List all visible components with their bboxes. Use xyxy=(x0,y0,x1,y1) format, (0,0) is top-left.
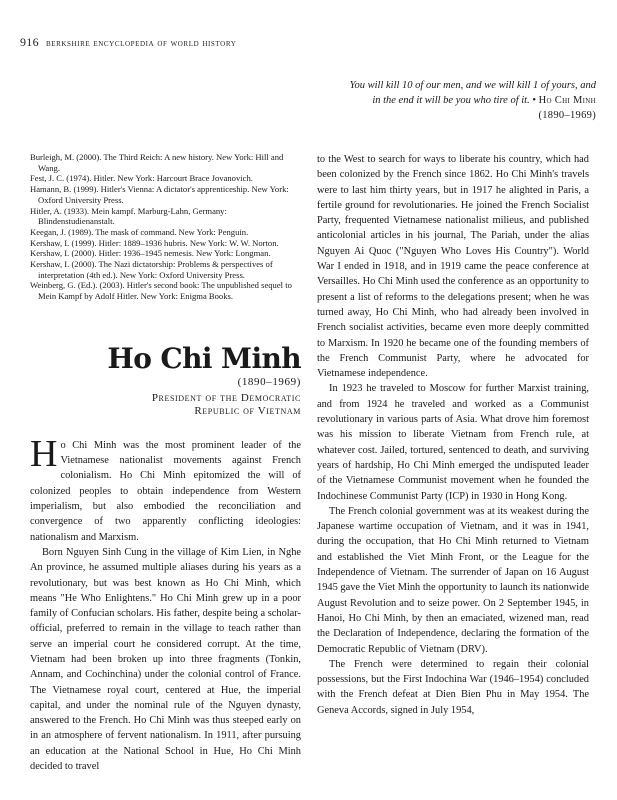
subtitle-line: Republic of Vietnam xyxy=(194,404,301,417)
article-dates: (1890–1969) xyxy=(237,375,301,388)
left-column xyxy=(30,152,301,774)
article-title: Ho Chi Minh xyxy=(107,341,301,375)
article-body-left xyxy=(30,432,301,775)
paragraph xyxy=(30,432,301,545)
subtitle-line: President of the Democratic xyxy=(151,391,301,404)
reference-item: Kershaw, I. (1999). Hitler: 1889–1936 hubris. New York: W. W. Norton. xyxy=(30,237,279,248)
reference-item: Hamann, B. (1999). Hitler's Vienna: A dictator's apprenticeship. New York: Oxford University Press. xyxy=(30,184,289,205)
paragraph: The French colonial government was at its weakest during the Japanese wartime occupation of Vietnam, and it was in 1941, during the occupation, that Ho Chi Minh returned to Vietnam and established the Viet Minh Front, or the League for the Independence of Vietnam. The surrender of Japan on 16 August 1945 gave the Viet Minh the opportunity to launch its nationwide August Revolution and to seize power. On 2 September 1945, in Hanoi, Ho Chi Minh, by then an emaciated, wizened man, read the Declaration of Independence, declaring the formation of the Democratic Republic of Vietnam (DRV). xyxy=(317,505,589,655)
reference-item: Kershaw, I. (2000). Hitler: 1936–1945 nemesis. New York: Longman. xyxy=(30,248,271,259)
reference-item: Weinberg, G. (Ed.). (2003). Hitler's second book: The unpublished sequel to Mein Kampf by Adolf Hitler. New York: Enigma Books. xyxy=(30,280,292,302)
epigraph-quote: You will kill 10 of our men, and we will kill 1 of yours, and in the end it will be you who tire of it. xyxy=(349,80,596,106)
reference-item: Keegan, J. (1989). The mask of command. New York: Penguin. xyxy=(30,226,249,237)
running-title: berkshire encyclopedia of world history xyxy=(45,38,237,49)
paragraph: The French were determined to regain their colonial possessions, but the First Indochina War (1946–1954) concluded with the French defeat at Dien Bien Phu in May 1954. The Geneva Accords, signed in July 1954, xyxy=(317,658,589,716)
paragraph: In 1923 he traveled to Moscow for further Marxist training, and from 1924 he traveled and worked as a Communist revolutionary in various parts of Asia. What drove him foremost was his mission to liberate Vietnam from French rule, at whatever cost. Jailed, tortured, sentenced to death, and surviving years of hardship, Ho Chi Minh emerged the undisputed leader of the Vietnamese Communist movement when he founded the Indochinese Communist Party (ICP) in 1930 in Hong Kong. xyxy=(317,383,589,502)
article-body-right xyxy=(317,152,589,718)
reference-item: Burleigh, M. (2000). The Third Reich: A new history. New York: Hill and Wang. xyxy=(30,152,284,173)
reference-list xyxy=(30,152,301,302)
epigraph xyxy=(346,78,596,123)
running-header xyxy=(20,35,236,50)
bullet-separator: • xyxy=(532,95,537,106)
reference-item: Kershaw, I. (2000). The Nazi dictatorship: Problems & perspectives of interpretation (4th ed.). New York: Oxford University Press. xyxy=(30,259,273,280)
paragraph: to the West to search for ways to liberate his country, which had been colonized by the French since 1862. Ho Chi Minh's travels were to last him thirty years, but in 1917 he alighted in Paris, a fertile ground for revolutionaries. He joined the French Socialist Party, frequented Vietnamese nationalist milieus, and published anticolonial articles in his journal, The Pariah, under the alias Nguyen Ai Quoc ("Nguyen Who Loves His Country"). World War I ended in 1918, and in 1919 came the peace conference at Versailles. Ho Chi Minh used the conference as an opportunity to present a list of reforms to the delegations present; when he was turned away, Ho Chi Minh, who had already been involved in French socialist activities, became even more deeply committed to Marxism. In 1920 he became one of the founding members of the French Communist Party, where he advocated for Vietnamese independence. xyxy=(317,154,589,380)
right-column xyxy=(317,152,589,718)
drop-cap: H xyxy=(30,432,58,475)
reference-item: Hitler, A. (1933). Mein kampf. Marburg-Lahn, Germany: Blindenstudienanstalt. xyxy=(30,205,227,227)
epigraph-attribution: Ho Chi Minh (1890–1969) xyxy=(538,95,596,121)
paragraph: Born Nguyen Sinh Cung in the village of Kim Lien, in Nghe An province, he assumed multiple aliases during his years as a revolutionary, but was best known as Ho Chi Minh, which means "He Who Enlightens." Ho Chi Minh grew up in a poor family of Confucian scholars. His father, despite being a scholar-official, preferred to remain in the village to teach rather than serve an imperial court he considered corrupt. At the time, Vietnam had been broken up into three fragments (Tonkin, Annam, and Cochinchina) under the colonial control of France. The Vietnamese royal court, centered at Hue, the imperial capital, and under the nominal rule of the Nguyen dynasty, answered to the French. Ho Chi Minh was thus steeped early on in an atmosphere of fervent nationalism. In 1911, after pursuing an education at the National School in Hue, Ho Chi Minh decided to travel xyxy=(30,546,301,773)
reference-item: Fest, J. C. (1974). Hitler. New York: Harcourt Brace Jovanovich. xyxy=(30,173,253,184)
paragraph-text: o Chi Minh was the most prominent leader of the Vietnamese nationalist movements against French colonialism. Ho Chi Minh epitomized the will of colonized peoples to obtain independence from Western imperialism, but also embodied the reconciliation and convergence of two apparently conflicting ideologies: nationalism and Marxism. xyxy=(30,439,301,543)
article-subtitle xyxy=(30,392,301,418)
page-number: 916 xyxy=(20,35,39,49)
article-heading xyxy=(30,341,301,418)
